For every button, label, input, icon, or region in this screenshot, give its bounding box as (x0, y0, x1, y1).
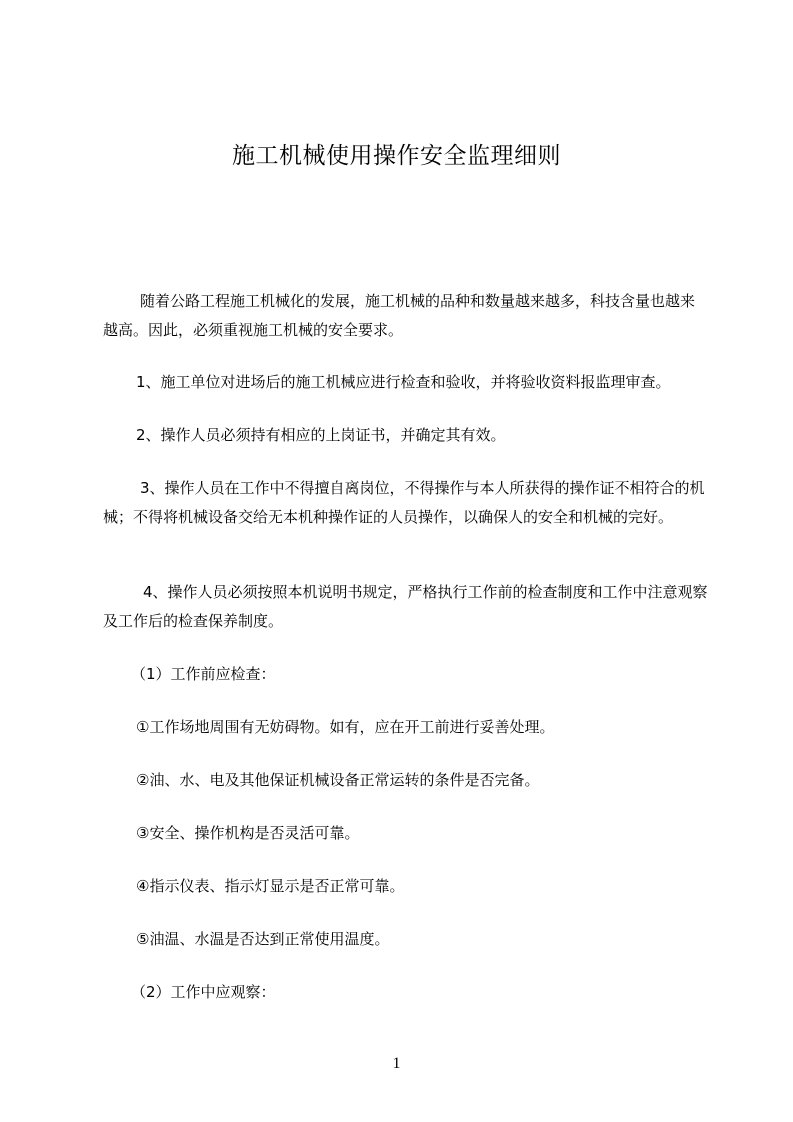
paragraph-item-4: 4、操作人员必须按照本机说明书规定，严格执行工作前的检查制度和工作中注意观察及工作后的检查保养制度。 (103, 583, 708, 630)
check-item-1: ①工作场地周围有无妨碍物。如有，应在开工前进行妥善处理。 (136, 718, 555, 736)
paragraph-item-2: 2、操作人员必须持有相应的上岗证书，并确定其有效。 (136, 426, 506, 444)
paragraph-item-3: 3、操作人员在工作中不得擅自离岗位，不得操作与本人所获得的操作证不相符合的机械；不得将机械设备交给无本机种操作证的人员操作，以确保人的安全和机械的完好。 (103, 479, 705, 526)
subheading-before-work: （1）工作前应检查： (131, 665, 276, 683)
page-number: 1 (392, 1055, 401, 1072)
paragraph-item-1: 1、施工单位对进场后的施工机械应进行检查和验收，并将验收资料报监理审查。 (136, 373, 671, 391)
document-title: 施工机械使用操作安全监理细则 (232, 143, 561, 169)
check-item-5: ⑤油温、水温是否达到正常使用温度。 (136, 930, 390, 948)
intro-paragraph: 随着公路工程施工机械化的发展，施工机械的品种和数量越来越多，科技含量也越来越高。因此，必须重视施工机械的安全要求。 (103, 292, 696, 339)
check-item-3: ③安全、操作机构是否灵活可靠。 (136, 824, 360, 842)
check-item-2: ②油、水、电及其他保证机械设备正常运转的条件是否完备。 (136, 771, 540, 789)
check-item-4: ④指示仪表、指示灯显示是否正常可靠。 (136, 877, 405, 895)
subheading-during-work: （2）工作中应观察： (131, 983, 276, 1001)
